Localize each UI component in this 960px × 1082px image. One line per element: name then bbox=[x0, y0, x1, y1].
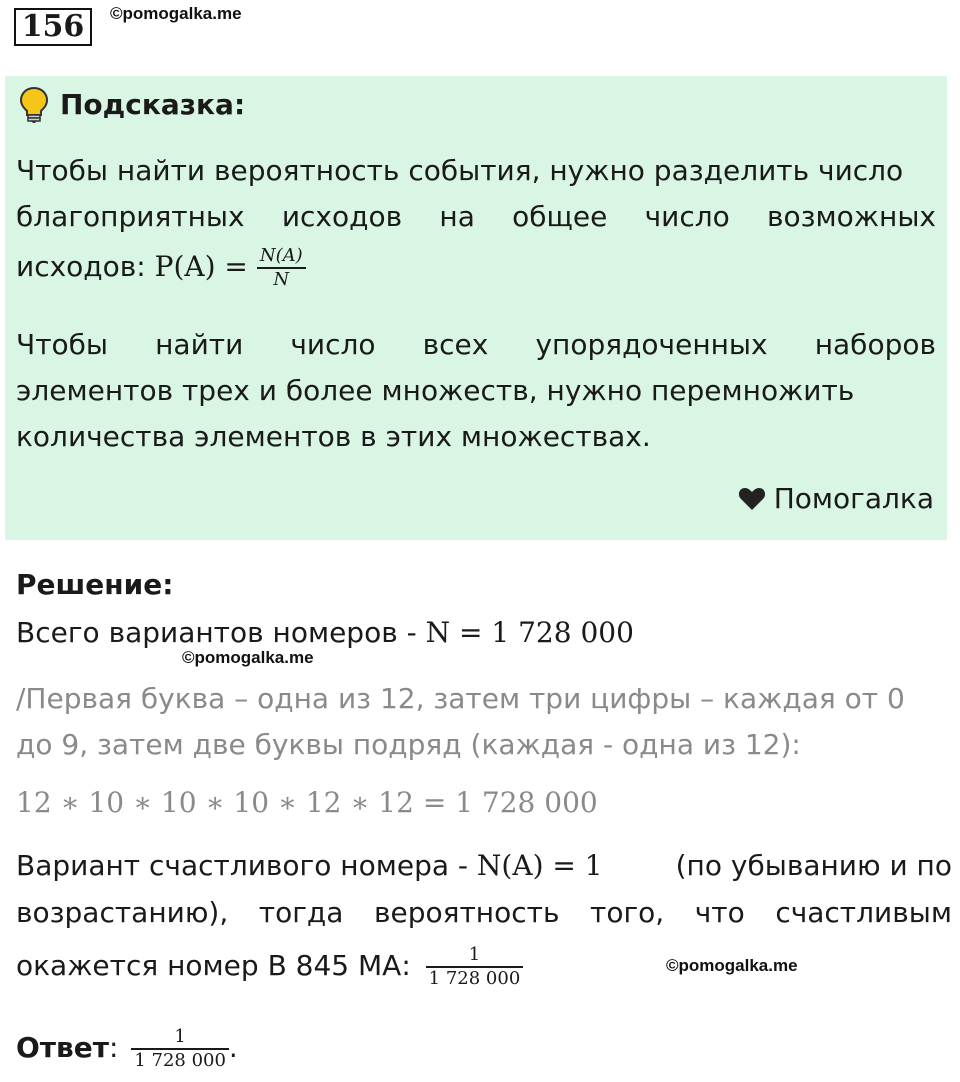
watermark-middle: ©pomogalka.me bbox=[182, 648, 314, 667]
solution-line-3-word: тогда bbox=[258, 896, 344, 929]
total-variants-formula: N = 1 728 000 bbox=[425, 616, 634, 649]
answer-line bbox=[16, 1018, 238, 1078]
probability-fraction bbox=[257, 245, 306, 291]
hint-p1-line-2-word: возможных bbox=[767, 200, 936, 233]
hint-p1-line-2-word: исходов bbox=[281, 200, 403, 233]
probability-formula-lhs: P(A) = bbox=[154, 250, 248, 283]
hint-p1-line-3 bbox=[16, 244, 936, 291]
solution-line-total bbox=[16, 610, 634, 656]
total-variants-text: Всего вариантов номеров - bbox=[16, 616, 417, 649]
hint-p1-line-2-word: благоприятных bbox=[16, 200, 245, 233]
answer-fraction bbox=[131, 1026, 229, 1072]
brand-signature bbox=[738, 482, 934, 515]
hint-p2-line-2: элементов трех и более множеств, нужно перемножить bbox=[16, 374, 855, 407]
calculation-line: 12 ∗ 10 ∗ 10 ∗ 10 ∗ 12 ∗ 12 = 1 728 000 bbox=[16, 786, 598, 819]
answer-period: . bbox=[228, 1031, 238, 1064]
hint-p1-line-2-word: число bbox=[644, 200, 730, 233]
watermark-top: ©pomogalka.me bbox=[110, 4, 242, 23]
hint-p2-line-1-word: всех bbox=[422, 328, 489, 361]
hint-paragraph-1 bbox=[16, 148, 936, 291]
task-number: 156 bbox=[14, 8, 92, 46]
hint-p1-line-3-text: исходов: bbox=[16, 250, 146, 283]
hint-title: Подсказка: bbox=[60, 88, 246, 121]
hint-p2-line-1-word: число bbox=[290, 328, 376, 361]
result-text: окажется номер В 845 МА: bbox=[16, 949, 411, 982]
solution-line-lucky bbox=[16, 842, 952, 890]
lucky-variant-text: Вариант счастливого номера - bbox=[16, 849, 469, 882]
solution-line-3-word: вероятность bbox=[374, 896, 560, 929]
hint-p1-line-1: Чтобы найти вероятность события, нужно разделить число bbox=[16, 154, 904, 187]
lucky-variant-formula: N(A) = 1 bbox=[476, 849, 603, 882]
answer-fraction-denominator: 1 728 000 bbox=[131, 1048, 229, 1072]
solution-title: Решение: bbox=[16, 568, 174, 601]
hint-p1-line-2-word: на bbox=[439, 200, 475, 233]
solution-line-3-word: счастливым bbox=[775, 896, 952, 929]
lightbulb-icon bbox=[18, 86, 50, 124]
hint-p2-line-1-word: Чтобы bbox=[16, 328, 109, 361]
solution-line-3-word: возрастанию), bbox=[16, 896, 229, 929]
hint-box bbox=[5, 76, 947, 540]
hint-p2-line-1-word: упорядоченных bbox=[535, 328, 768, 361]
heart-icon bbox=[738, 487, 766, 511]
result-fraction-denominator: 1 728 000 bbox=[426, 966, 524, 990]
hint-p1-line-2-word: общее bbox=[512, 200, 608, 233]
watermark-bottom: ©pomogalka.me bbox=[666, 956, 798, 975]
answer-label: Ответ bbox=[16, 1031, 109, 1064]
note-line-2: до 9, затем две буквы подряд (каждая - одна из 12): bbox=[16, 728, 801, 761]
lucky-variant-tail: (по убыванию и по bbox=[675, 849, 952, 882]
hint-paragraph-2 bbox=[16, 322, 936, 460]
answer-fraction-numerator: 1 bbox=[174, 1026, 186, 1047]
solution-line-probability bbox=[16, 890, 952, 936]
result-fraction-numerator: 1 bbox=[468, 944, 481, 965]
hint-p2-line-3: количества элементов в этих множествах. bbox=[16, 420, 651, 453]
answer-colon: : bbox=[108, 1031, 119, 1064]
hint-p2-line-1 bbox=[16, 322, 936, 368]
hint-p2-line-1-word: наборов bbox=[814, 328, 936, 361]
hint-p1-line-2 bbox=[16, 194, 936, 240]
probability-fraction-numerator: N(A) bbox=[259, 245, 303, 266]
solution-line-3-word: что bbox=[694, 896, 745, 929]
result-fraction bbox=[426, 944, 524, 990]
hint-p2-line-1-word: найти bbox=[155, 328, 244, 361]
brand-name: Помогалка bbox=[773, 482, 934, 515]
solution-line-3-word: того, bbox=[590, 896, 665, 929]
probability-fraction-denominator: N bbox=[257, 267, 306, 291]
solution-line-result bbox=[16, 936, 523, 996]
note-line-1: /Первая буква – одна из 12, затем три цифры – каждая от 0 bbox=[16, 682, 905, 715]
